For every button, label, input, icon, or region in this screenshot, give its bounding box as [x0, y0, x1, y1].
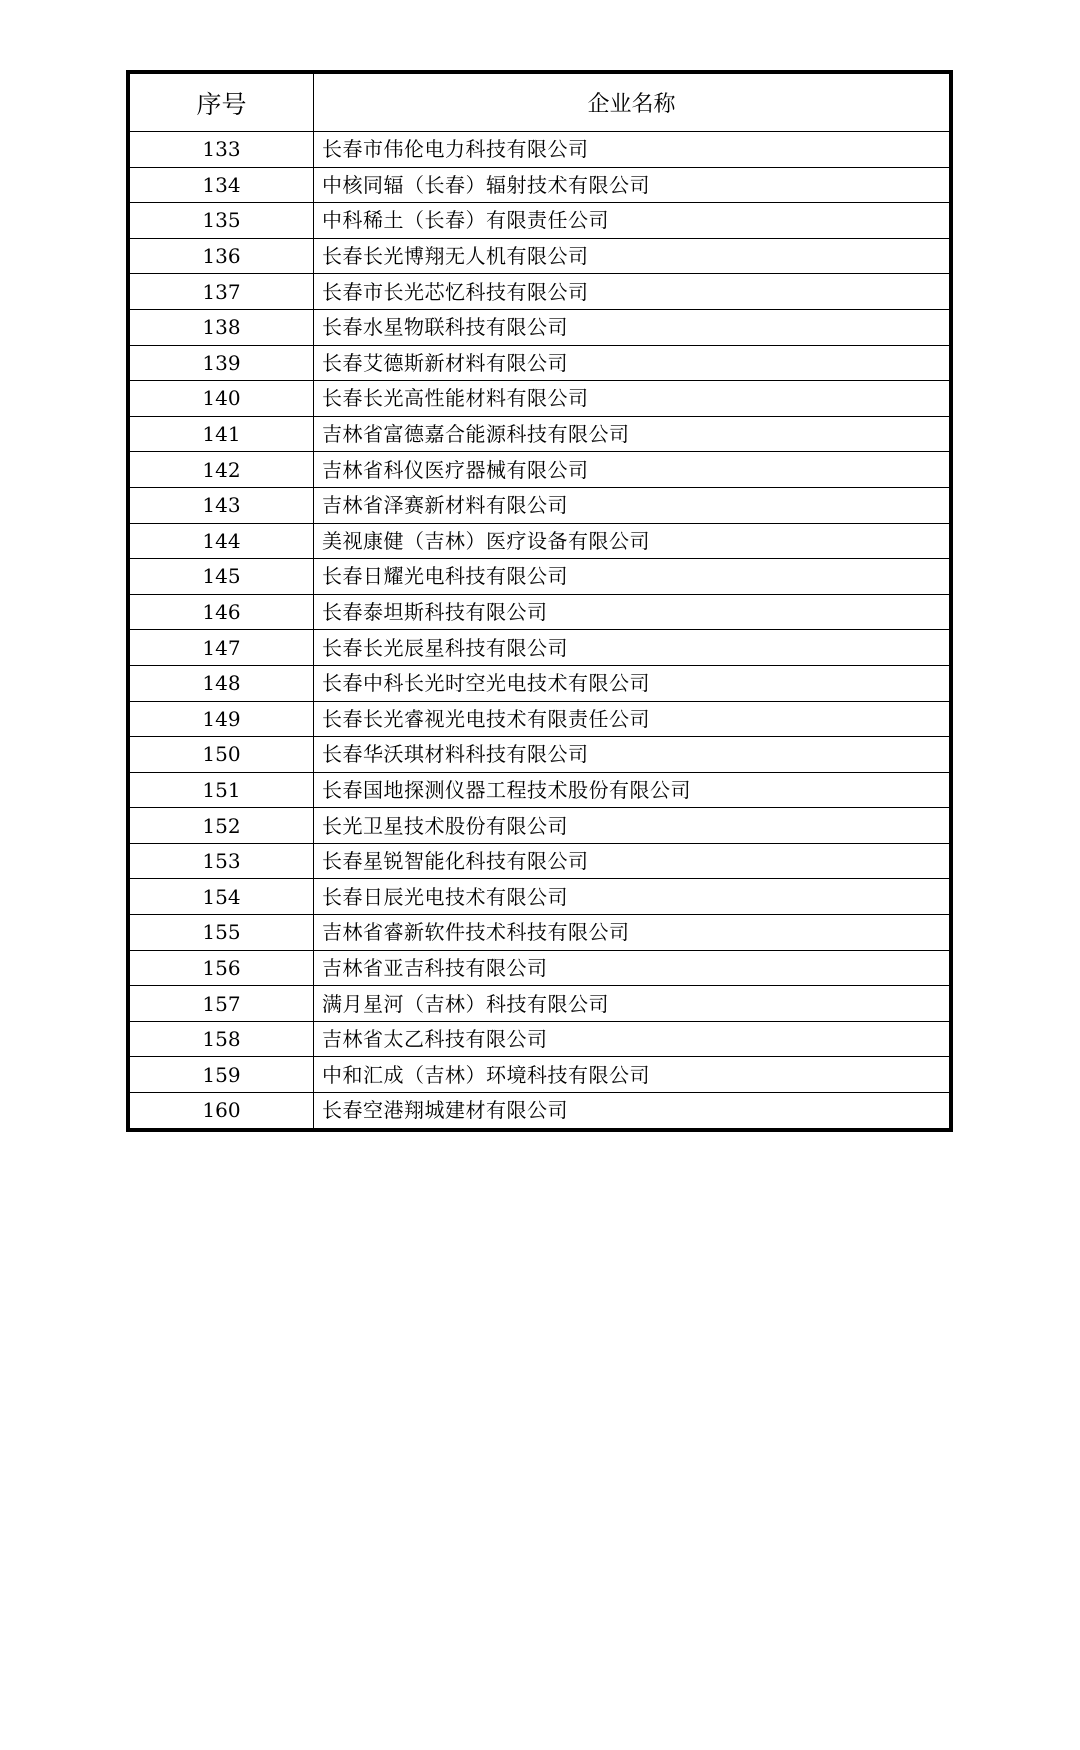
row-number: 148 [130, 665, 314, 701]
row-number: 155 [130, 915, 314, 951]
table-row [130, 274, 950, 310]
row-number: 152 [130, 808, 314, 844]
row-number: 138 [130, 309, 314, 345]
table-row [130, 665, 950, 701]
company-name: 长春市伟伦电力科技有限公司 [314, 132, 950, 168]
table-row [130, 879, 950, 915]
table-row [130, 1021, 950, 1057]
row-number: 145 [130, 559, 314, 595]
table-row [130, 1093, 950, 1129]
table-row [130, 167, 950, 203]
row-number: 147 [130, 630, 314, 666]
table-row [130, 915, 950, 951]
header-row [130, 74, 950, 132]
row-number: 136 [130, 238, 314, 274]
table-row [130, 594, 950, 630]
company-name: 长春泰坦斯科技有限公司 [314, 594, 950, 630]
company-name: 满月星河（吉林）科技有限公司 [314, 986, 950, 1022]
table-row [130, 345, 950, 381]
company-name: 吉林省太乙科技有限公司 [314, 1021, 950, 1057]
table-row [130, 701, 950, 737]
row-number: 160 [130, 1093, 314, 1129]
row-number: 146 [130, 594, 314, 630]
row-number: 157 [130, 986, 314, 1022]
table-header [130, 74, 950, 132]
row-number: 137 [130, 274, 314, 310]
company-list-table [126, 70, 953, 1132]
table-row [130, 381, 950, 417]
company-name: 长春星锐智能化科技有限公司 [314, 843, 950, 879]
row-number: 141 [130, 416, 314, 452]
company-name: 长春长光睿视光电技术有限责任公司 [314, 701, 950, 737]
table-row [130, 238, 950, 274]
row-number: 143 [130, 487, 314, 523]
company-name: 吉林省睿新软件技术科技有限公司 [314, 915, 950, 951]
row-number: 135 [130, 203, 314, 239]
company-name: 吉林省泽赛新材料有限公司 [314, 487, 950, 523]
company-name: 长春长光博翔无人机有限公司 [314, 238, 950, 274]
company-name: 中科稀土（长春）有限责任公司 [314, 203, 950, 239]
row-number: 154 [130, 879, 314, 915]
row-number: 149 [130, 701, 314, 737]
table-row [130, 808, 950, 844]
company-name: 中核同辐（长春）辐射技术有限公司 [314, 167, 950, 203]
row-number: 150 [130, 737, 314, 773]
table-row [130, 1057, 950, 1093]
company-name: 长春艾德斯新材料有限公司 [314, 345, 950, 381]
company-name: 长春日耀光电科技有限公司 [314, 559, 950, 595]
row-number: 139 [130, 345, 314, 381]
table-row [130, 986, 950, 1022]
row-number: 153 [130, 843, 314, 879]
table-row [130, 487, 950, 523]
table-row [130, 630, 950, 666]
header-company-name: 企业名称 [314, 74, 950, 132]
table-row [130, 523, 950, 559]
company-name: 吉林省亚吉科技有限公司 [314, 950, 950, 986]
table-row [130, 309, 950, 345]
table-row [130, 772, 950, 808]
company-name: 吉林省科仪医疗器械有限公司 [314, 452, 950, 488]
row-number: 142 [130, 452, 314, 488]
company-name: 美视康健（吉林）医疗设备有限公司 [314, 523, 950, 559]
company-name: 长春中科长光时空光电技术有限公司 [314, 665, 950, 701]
table-row [130, 452, 950, 488]
company-table [129, 73, 950, 1129]
table-row [130, 950, 950, 986]
row-number: 134 [130, 167, 314, 203]
table-row [130, 203, 950, 239]
row-number: 144 [130, 523, 314, 559]
company-name: 长春长光高性能材料有限公司 [314, 381, 950, 417]
table-row [130, 843, 950, 879]
company-name: 长春国地探测仪器工程技术股份有限公司 [314, 772, 950, 808]
row-number: 140 [130, 381, 314, 417]
header-number: 序号 [130, 74, 314, 132]
company-name: 长春水星物联科技有限公司 [314, 309, 950, 345]
company-name: 长春市长光芯忆科技有限公司 [314, 274, 950, 310]
company-name: 长春空港翔城建材有限公司 [314, 1093, 950, 1129]
company-name: 长春华沃琪材料科技有限公司 [314, 737, 950, 773]
table-row [130, 559, 950, 595]
table-row [130, 737, 950, 773]
company-name: 长春日辰光电技术有限公司 [314, 879, 950, 915]
table-body [130, 132, 950, 1129]
company-name: 吉林省富德嘉合能源科技有限公司 [314, 416, 950, 452]
row-number: 156 [130, 950, 314, 986]
row-number: 133 [130, 132, 314, 168]
row-number: 159 [130, 1057, 314, 1093]
table-row [130, 416, 950, 452]
table-row [130, 132, 950, 168]
company-name: 长春长光辰星科技有限公司 [314, 630, 950, 666]
row-number: 151 [130, 772, 314, 808]
row-number: 158 [130, 1021, 314, 1057]
company-name: 长光卫星技术股份有限公司 [314, 808, 950, 844]
company-name: 中和汇成（吉林）环境科技有限公司 [314, 1057, 950, 1093]
